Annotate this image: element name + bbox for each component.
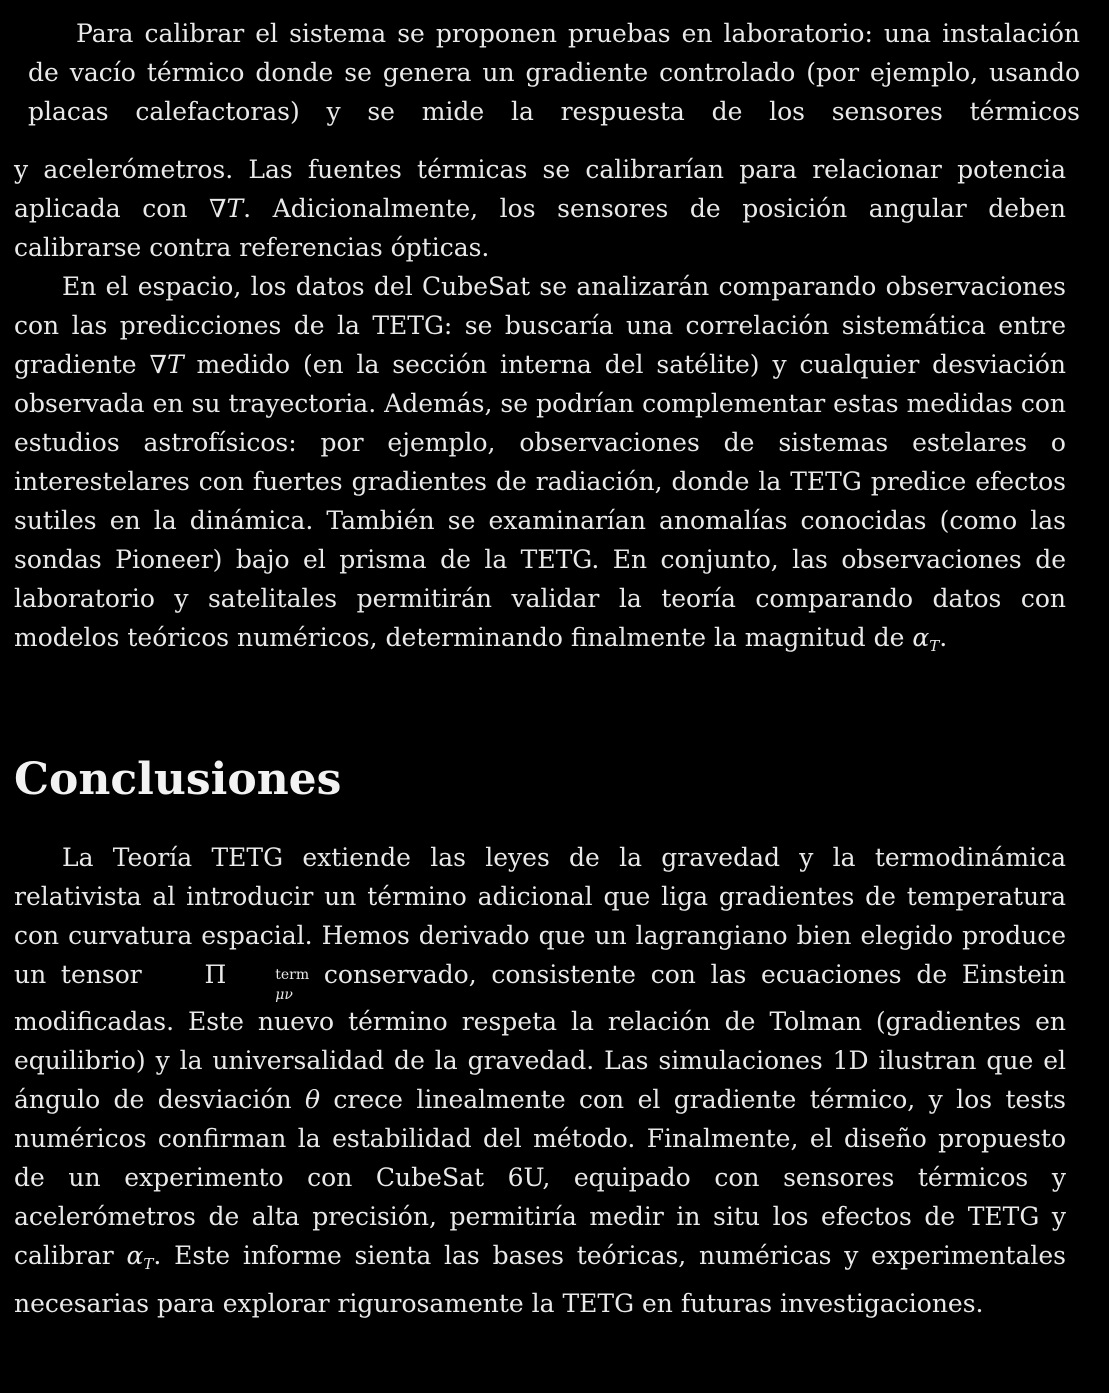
paragraph-text-segment: crece linealmente con el gradiente térmico, y los tests numéricos confirman la estabilidad del método. Finalmente, el diseño propuesto de un experimento con CubeSat 6U, equipado con sensores térmicos y acelerómetros de alta precisión, permitiría medir in situ los efectos de TETG y calibrar [14, 1085, 1066, 1270]
math-tensor-symbol: Π [204, 960, 227, 989]
paragraph-text-segment: . Adicionalmente, los sensores de posición angular deben calibrarse contra referencias ópticas. [14, 194, 1066, 262]
paragraph-conclusions [14, 838, 1066, 1323]
paragraph-thermal-sources [14, 150, 1066, 267]
paragraph-calibration [28, 14, 1080, 131]
paragraph-text-segment: medido (en la sección interna del satélite) y cualquier desviación observada en su trayectoria. Además, se podrían complementar estas medidas con estudios astrofísicos: por ejemplo, observaciones de sistemas estelares o interestelares con fuertes gradientes de radiación, donde la TETG predice efectos sutiles en la dinámica. También se examinarían anomalías conocidas (como las sondas Pioneer) bajo el prisma de la TETG. En conjunto, las observaciones de laboratorio y satelitales permitirán validar la teoría comparando datos con modelos teóricos numéricos, determinando finalmente la magnitud de [14, 350, 1066, 652]
math-alpha-subscript: T [143, 1255, 154, 1273]
paragraph-text-segment: . [939, 623, 948, 652]
section-heading-conclusions: Conclusiones [14, 754, 342, 805]
paragraph-text-segment: En el espacio, los datos del CubeSat se analizarán comparando observaciones con las predicciones de la TETG: se buscaría una correlación sistemática entre gradiente [14, 272, 1066, 379]
math-tensor-subscript: μν [275, 987, 293, 1003]
nabla-symbol: ∇ [208, 194, 227, 223]
math-alpha-subscript: T [929, 637, 940, 655]
math-variable-t: T [166, 350, 184, 379]
math-tensor-indices [227, 967, 310, 1003]
paragraph-space-analysis [14, 267, 1066, 666]
paragraph-calibration-text: Para calibrar el sistema se proponen pruebas en laboratorio: una instalación de vacío térmico donde se genera un gradiente controlado (por ejemplo, usando placas calefactoras) y se mide la respuesta de los sensores térmicos [28, 19, 1080, 126]
math-tensor-superscript: term [275, 967, 310, 983]
math-alpha: α [912, 623, 930, 652]
paragraph-text-segment: y acelerómetros. Las fuentes térmicas se calibrarían para relacionar potencia aplicada con [14, 155, 1066, 223]
math-variable-t: T [226, 194, 244, 223]
math-theta: θ [304, 1085, 321, 1114]
math-alpha: α [126, 1241, 144, 1270]
paragraph-text-segment: conservado, consistente con las ecuaciones de Einstein modificadas. Este nuevo término respeta la relación de Tolman (gradientes en equilibrio) y la universalidad de la gravedad. Las simulaciones 1D ilustran que el ángulo de desviación [14, 960, 1066, 1114]
paragraph-text-segment: La Teoría TETG extiende las leyes de la gravedad y la termodinámica relativista al introducir un término adicional que liga gradientes de temperatura con curvatura espacial. Hemos derivado que un lagrangiano bien elegido produce un tensor [14, 843, 1066, 989]
paragraph-text-segment: . Este informe sienta las bases teóricas, numéricas y experimentales necesarias para explorar rigurosamente la TETG en futuras investigaciones. [14, 1241, 1066, 1318]
nabla-symbol: ∇ [149, 350, 167, 379]
math-tensor-pi [156, 955, 309, 1002]
